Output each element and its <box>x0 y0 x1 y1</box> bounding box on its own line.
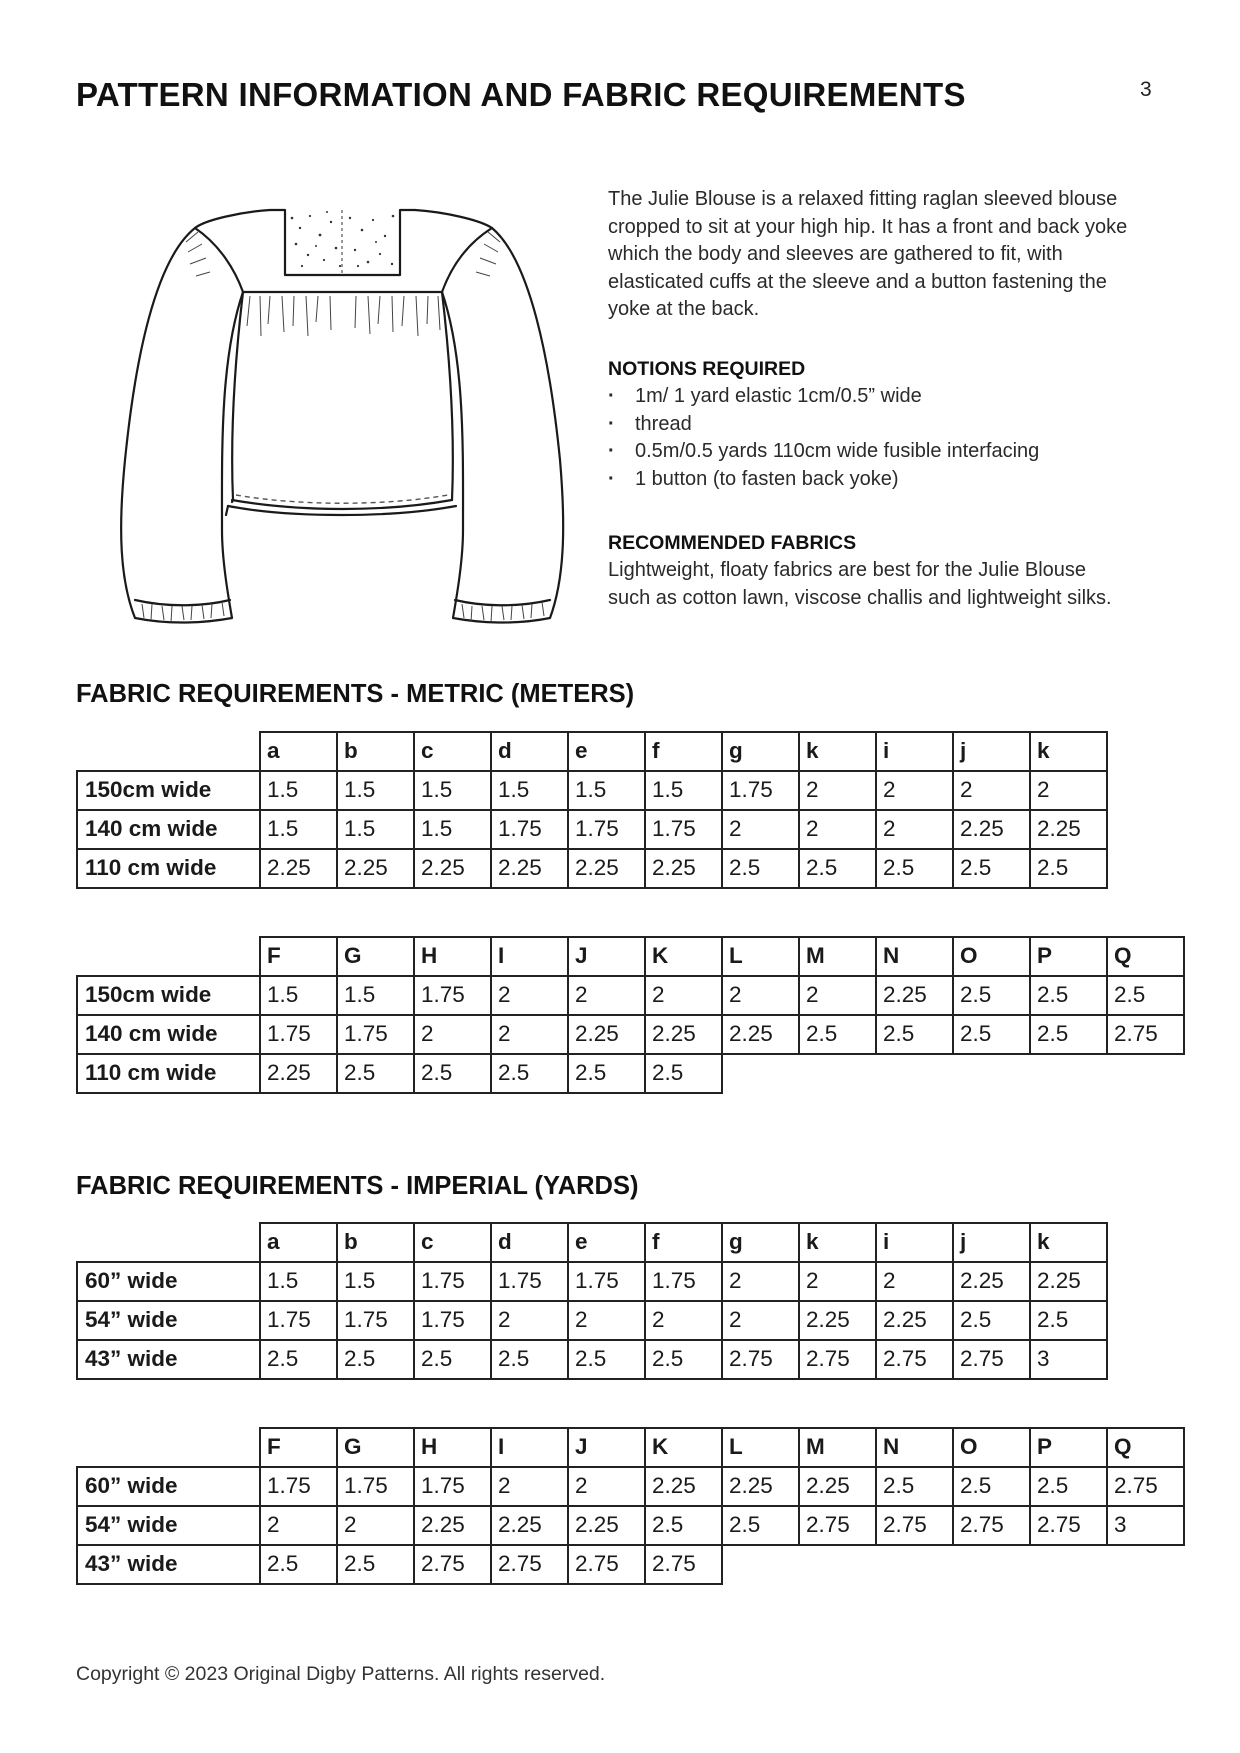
empty-cell <box>799 1054 876 1093</box>
fabric-amount-cell: 2.25 <box>799 1467 876 1506</box>
fabric-amount-cell: 2.5 <box>1107 976 1184 1015</box>
size-header: k <box>1030 732 1107 771</box>
fabric-amount-cell: 2.25 <box>337 849 414 888</box>
fabric-amount-cell: 2.75 <box>799 1506 876 1545</box>
fabric-amount-cell: 2.5 <box>260 1340 337 1379</box>
metric-heading: FABRIC REQUIREMENTS - METRIC (METERS) <box>76 680 635 708</box>
fabric-amount-cell: 2 <box>876 1262 953 1301</box>
empty-cell <box>953 1545 1030 1584</box>
fabric-amount-cell: 2.25 <box>1030 810 1107 849</box>
imperial-heading: FABRIC REQUIREMENTS - IMPERIAL (YARDS) <box>76 1172 639 1200</box>
fabric-amount-cell: 2.75 <box>876 1506 953 1545</box>
fabric-amount-cell: 2.5 <box>799 849 876 888</box>
fabric-amount-cell: 2 <box>568 1301 645 1340</box>
notion-item: · 1m/ 1 yard elastic 1cm/0.5” wide <box>608 383 1148 411</box>
fabric-amount-cell: 2 <box>722 1301 799 1340</box>
fabric-amount-cell: 2.5 <box>722 1506 799 1545</box>
fabric-amount-cell: 1.5 <box>568 771 645 810</box>
size-header: d <box>491 732 568 771</box>
size-header: P <box>1030 1428 1107 1467</box>
fabric-width-label: 43” wide <box>77 1340 260 1379</box>
size-header: K <box>645 1428 722 1467</box>
fabric-amount-cell: 2.75 <box>568 1545 645 1584</box>
size-header-row <box>77 937 1184 976</box>
fabric-amount-cell: 2 <box>953 771 1030 810</box>
fabric-amount-cell: 1.75 <box>414 1262 491 1301</box>
table-row <box>77 849 1107 888</box>
fabric-amount-cell: 2.5 <box>876 1467 953 1506</box>
fabric-width-label: 150cm wide <box>77 771 260 810</box>
fabric-amount-cell: 2.75 <box>799 1340 876 1379</box>
notion-item: · 0.5m/0.5 yards 110cm wide fusible interfacing <box>608 438 1148 466</box>
size-header: H <box>414 937 491 976</box>
fabric-amount-cell: 1.5 <box>260 810 337 849</box>
fabric-amount-cell: 1.75 <box>337 1301 414 1340</box>
fabric-amount-cell: 2.25 <box>953 810 1030 849</box>
imperial-table-1 <box>76 1222 1108 1380</box>
size-header: k <box>1030 1223 1107 1262</box>
fabric-amount-cell: 2 <box>799 771 876 810</box>
fabric-amount-cell: 2.5 <box>953 1015 1030 1054</box>
fabric-amount-cell: 2.5 <box>491 1340 568 1379</box>
fabric-amount-cell: 2.5 <box>414 1054 491 1093</box>
fabric-amount-cell: 2.75 <box>953 1506 1030 1545</box>
intro-paragraph: The Julie Blouse is a relaxed fitting raglan sleeved blouse cropped to sit at your high hip. It has a front and back yoke which the body and sleeves are gathered to fit, with elasticated cuffs at the sleeve and a button fastening the yoke at the back. <box>608 188 1128 320</box>
empty-cell <box>876 1545 953 1584</box>
fabric-amount-cell: 2.25 <box>645 1467 722 1506</box>
fabric-amount-cell: 2 <box>414 1015 491 1054</box>
fabric-amount-cell: 3 <box>1030 1340 1107 1379</box>
fabric-amount-cell: 1.75 <box>491 1262 568 1301</box>
fabric-amount-cell: 2.5 <box>645 1506 722 1545</box>
empty-cell <box>1107 1054 1184 1093</box>
fabric-amount-cell: 2.25 <box>568 1015 645 1054</box>
fabric-amount-cell: 2.25 <box>876 1301 953 1340</box>
fabric-amount-cell: 2.25 <box>568 849 645 888</box>
imperial-table-2 <box>76 1427 1185 1585</box>
fabric-width-label: 110 cm wide <box>77 849 260 888</box>
size-header: e <box>568 1223 645 1262</box>
fabric-amount-cell: 2.75 <box>414 1545 491 1584</box>
fabric-amount-cell: 2.5 <box>337 1340 414 1379</box>
fabric-amount-cell: 1.75 <box>568 1262 645 1301</box>
size-header: g <box>722 1223 799 1262</box>
size-header: I <box>491 1428 568 1467</box>
fabric-amount-cell: 2 <box>645 976 722 1015</box>
size-header: c <box>414 1223 491 1262</box>
fabric-amount-cell: 1.5 <box>414 810 491 849</box>
size-header: j <box>953 1223 1030 1262</box>
table-corner <box>77 1428 260 1467</box>
size-header: J <box>568 937 645 976</box>
fabric-amount-cell: 1.5 <box>337 771 414 810</box>
size-header: e <box>568 732 645 771</box>
fabric-amount-cell: 1.75 <box>414 1301 491 1340</box>
size-header-row <box>77 732 1107 771</box>
table-row <box>77 1467 1184 1506</box>
table-corner <box>77 937 260 976</box>
fabric-amount-cell: 2.75 <box>491 1545 568 1584</box>
fabric-amount-cell: 2.25 <box>722 1467 799 1506</box>
size-header: a <box>260 732 337 771</box>
fabric-amount-cell: 2.5 <box>953 1301 1030 1340</box>
empty-cell <box>722 1545 799 1584</box>
table-row <box>77 976 1184 1015</box>
fabric-amount-cell: 2.5 <box>568 1054 645 1093</box>
metric-table-2 <box>76 936 1185 1094</box>
fabric-amount-cell: 2.25 <box>260 849 337 888</box>
fabric-width-label: 60” wide <box>77 1467 260 1506</box>
table-row <box>77 1545 1184 1584</box>
fabric-amount-cell: 2.75 <box>1107 1467 1184 1506</box>
notions-section <box>608 356 1148 493</box>
size-header: i <box>876 732 953 771</box>
fabric-width-label: 43” wide <box>77 1545 260 1584</box>
fabric-amount-cell: 2.5 <box>953 976 1030 1015</box>
fabric-amount-cell: 1.5 <box>260 1262 337 1301</box>
table-row <box>77 1301 1107 1340</box>
fabric-amount-cell: 2 <box>799 976 876 1015</box>
fabric-amount-cell: 2.75 <box>1030 1506 1107 1545</box>
fabrics-section <box>608 530 1118 612</box>
fabric-width-label: 140 cm wide <box>77 810 260 849</box>
fabric-amount-cell: 1.5 <box>337 976 414 1015</box>
fabric-amount-cell: 1.5 <box>337 810 414 849</box>
table-corner <box>77 1223 260 1262</box>
fabric-amount-cell: 2.5 <box>568 1340 645 1379</box>
fabric-width-label: 110 cm wide <box>77 1054 260 1093</box>
fabric-amount-cell: 1.75 <box>645 1262 722 1301</box>
notions-list <box>608 383 1148 493</box>
fabric-width-label: 150cm wide <box>77 976 260 1015</box>
size-header: a <box>260 1223 337 1262</box>
size-header-row <box>77 1428 1184 1467</box>
fabric-amount-cell: 2 <box>491 1467 568 1506</box>
fabric-amount-cell: 1.75 <box>260 1467 337 1506</box>
table-row <box>77 771 1107 810</box>
fabric-amount-cell: 2 <box>645 1301 722 1340</box>
page-title: PATTERN INFORMATION AND FABRIC REQUIREMENTS <box>76 76 966 113</box>
fabric-amount-cell: 2.5 <box>645 1340 722 1379</box>
metric-table-1 <box>76 731 1108 889</box>
notion-item: · thread <box>608 411 1148 439</box>
fabric-amount-cell: 1.5 <box>260 976 337 1015</box>
fabric-amount-cell: 2.5 <box>722 849 799 888</box>
fabric-amount-cell: 2 <box>876 771 953 810</box>
fabric-amount-cell: 2.5 <box>337 1545 414 1584</box>
fabric-amount-cell: 2 <box>491 1015 568 1054</box>
size-header: P <box>1030 937 1107 976</box>
size-header: Q <box>1107 1428 1184 1467</box>
fabric-amount-cell: 2.75 <box>722 1340 799 1379</box>
size-header-row <box>77 1223 1107 1262</box>
size-header: G <box>337 937 414 976</box>
size-header: F <box>260 937 337 976</box>
size-header: f <box>645 732 722 771</box>
fabric-amount-cell: 2 <box>1030 771 1107 810</box>
empty-cell <box>876 1054 953 1093</box>
fabric-amount-cell: 2.5 <box>876 849 953 888</box>
fabric-amount-cell: 1.75 <box>645 810 722 849</box>
size-header: L <box>722 937 799 976</box>
fabric-amount-cell: 2 <box>722 1262 799 1301</box>
table-row <box>77 1054 1184 1093</box>
fabric-amount-cell: 2.5 <box>1030 976 1107 1015</box>
size-header: i <box>876 1223 953 1262</box>
fabric-width-label: 60” wide <box>77 1262 260 1301</box>
table-row <box>77 1506 1184 1545</box>
fabric-amount-cell: 2.75 <box>953 1340 1030 1379</box>
empty-cell <box>1030 1545 1107 1584</box>
fabric-amount-cell: 2 <box>722 810 799 849</box>
table-row <box>77 810 1107 849</box>
fabric-amount-cell: 1.5 <box>260 771 337 810</box>
fabric-amount-cell: 2.25 <box>491 1506 568 1545</box>
fabric-amount-cell: 2 <box>568 976 645 1015</box>
fabric-amount-cell: 2.25 <box>491 849 568 888</box>
size-header: I <box>491 937 568 976</box>
fabric-amount-cell: 2.5 <box>1030 849 1107 888</box>
empty-cell <box>722 1054 799 1093</box>
fabric-amount-cell: 1.75 <box>414 976 491 1015</box>
size-header: f <box>645 1223 722 1262</box>
fabric-amount-cell: 2 <box>876 810 953 849</box>
size-header: c <box>414 732 491 771</box>
fabric-amount-cell: 2.5 <box>876 1015 953 1054</box>
blouse-illustration <box>110 200 570 640</box>
empty-cell <box>799 1545 876 1584</box>
page-number: 3 <box>1140 78 1152 101</box>
fabric-amount-cell: 1.75 <box>491 810 568 849</box>
fabric-amount-cell: 2.75 <box>645 1545 722 1584</box>
fabric-amount-cell: 2 <box>722 976 799 1015</box>
fabric-amount-cell: 2.25 <box>260 1054 337 1093</box>
size-header: j <box>953 732 1030 771</box>
fabric-width-label: 140 cm wide <box>77 1015 260 1054</box>
fabric-amount-cell: 2.25 <box>1030 1262 1107 1301</box>
fabric-amount-cell: 2.5 <box>1030 1467 1107 1506</box>
table-row <box>77 1015 1184 1054</box>
fabric-amount-cell: 1.75 <box>722 771 799 810</box>
fabric-amount-cell: 2.5 <box>414 1340 491 1379</box>
fabric-amount-cell: 2 <box>568 1467 645 1506</box>
fabric-amount-cell: 2.25 <box>799 1301 876 1340</box>
size-header: b <box>337 1223 414 1262</box>
fabric-amount-cell: 2.75 <box>1107 1015 1184 1054</box>
fabric-amount-cell: 2.5 <box>260 1545 337 1584</box>
fabric-amount-cell: 2.5 <box>1030 1015 1107 1054</box>
fabric-amount-cell: 2.25 <box>414 849 491 888</box>
fabric-amount-cell: 1.75 <box>568 810 645 849</box>
fabric-width-label: 54” wide <box>77 1506 260 1545</box>
table-corner <box>77 732 260 771</box>
fabric-amount-cell: 1.75 <box>337 1015 414 1054</box>
fabric-amount-cell: 2.5 <box>491 1054 568 1093</box>
size-header: O <box>953 937 1030 976</box>
size-header: b <box>337 732 414 771</box>
size-header: M <box>799 1428 876 1467</box>
size-header: M <box>799 937 876 976</box>
fabric-amount-cell: 2.5 <box>645 1054 722 1093</box>
fabric-amount-cell: 1.75 <box>414 1467 491 1506</box>
fabric-amount-cell: 2.25 <box>645 1015 722 1054</box>
fabric-amount-cell: 2.25 <box>645 849 722 888</box>
table-row <box>77 1340 1107 1379</box>
size-header: k <box>799 732 876 771</box>
fabric-amount-cell: 2.25 <box>953 1262 1030 1301</box>
fabric-amount-cell: 2 <box>337 1506 414 1545</box>
fabric-amount-cell: 1.5 <box>645 771 722 810</box>
fabric-amount-cell: 2.25 <box>876 976 953 1015</box>
fabrics-paragraph: Lightweight, floaty fabrics are best for the Julie Blouse such as cotton lawn, viscose challis and lightweight silks. <box>608 559 1112 609</box>
size-header: L <box>722 1428 799 1467</box>
empty-cell <box>953 1054 1030 1093</box>
size-header: g <box>722 732 799 771</box>
size-header: N <box>876 937 953 976</box>
size-header: Q <box>1107 937 1184 976</box>
fabric-amount-cell: 2.5 <box>953 1467 1030 1506</box>
size-header: N <box>876 1428 953 1467</box>
fabric-amount-cell: 2.5 <box>337 1054 414 1093</box>
fabric-amount-cell: 1.75 <box>260 1301 337 1340</box>
size-header: K <box>645 937 722 976</box>
fabric-amount-cell: 1.75 <box>260 1015 337 1054</box>
fabric-amount-cell: 2.5 <box>953 849 1030 888</box>
empty-cell <box>1030 1054 1107 1093</box>
table-row <box>77 1262 1107 1301</box>
notion-item: · 1 button (to fasten back yoke) <box>608 466 1148 494</box>
size-header: F <box>260 1428 337 1467</box>
fabric-amount-cell: 1.5 <box>337 1262 414 1301</box>
notions-heading: NOTIONS REQUIRED <box>608 358 806 380</box>
fabric-amount-cell: 1.5 <box>414 771 491 810</box>
fabric-amount-cell: 2.25 <box>568 1506 645 1545</box>
fabric-amount-cell: 2.25 <box>722 1015 799 1054</box>
fabric-amount-cell: 2.75 <box>876 1340 953 1379</box>
empty-cell <box>1107 1545 1184 1584</box>
fabric-amount-cell: 2 <box>260 1506 337 1545</box>
size-header: k <box>799 1223 876 1262</box>
copyright-footer: Copyright © 2023 Original Digby Patterns. All rights reserved. <box>76 1663 606 1685</box>
size-header: J <box>568 1428 645 1467</box>
fabric-amount-cell: 2 <box>799 810 876 849</box>
fabric-amount-cell: 2 <box>799 1262 876 1301</box>
fabric-amount-cell: 2 <box>491 1301 568 1340</box>
fabric-amount-cell: 3 <box>1107 1506 1184 1545</box>
size-header: H <box>414 1428 491 1467</box>
fabric-amount-cell: 2.25 <box>414 1506 491 1545</box>
fabrics-heading: RECOMMENDED FABRICS <box>608 532 857 554</box>
fabric-amount-cell: 2.5 <box>1030 1301 1107 1340</box>
fabric-amount-cell: 1.5 <box>491 771 568 810</box>
fabric-amount-cell: 2 <box>491 976 568 1015</box>
fabric-amount-cell: 1.75 <box>337 1467 414 1506</box>
fabric-width-label: 54” wide <box>77 1301 260 1340</box>
fabric-amount-cell: 2.5 <box>799 1015 876 1054</box>
size-header: d <box>491 1223 568 1262</box>
size-header: G <box>337 1428 414 1467</box>
size-header: O <box>953 1428 1030 1467</box>
